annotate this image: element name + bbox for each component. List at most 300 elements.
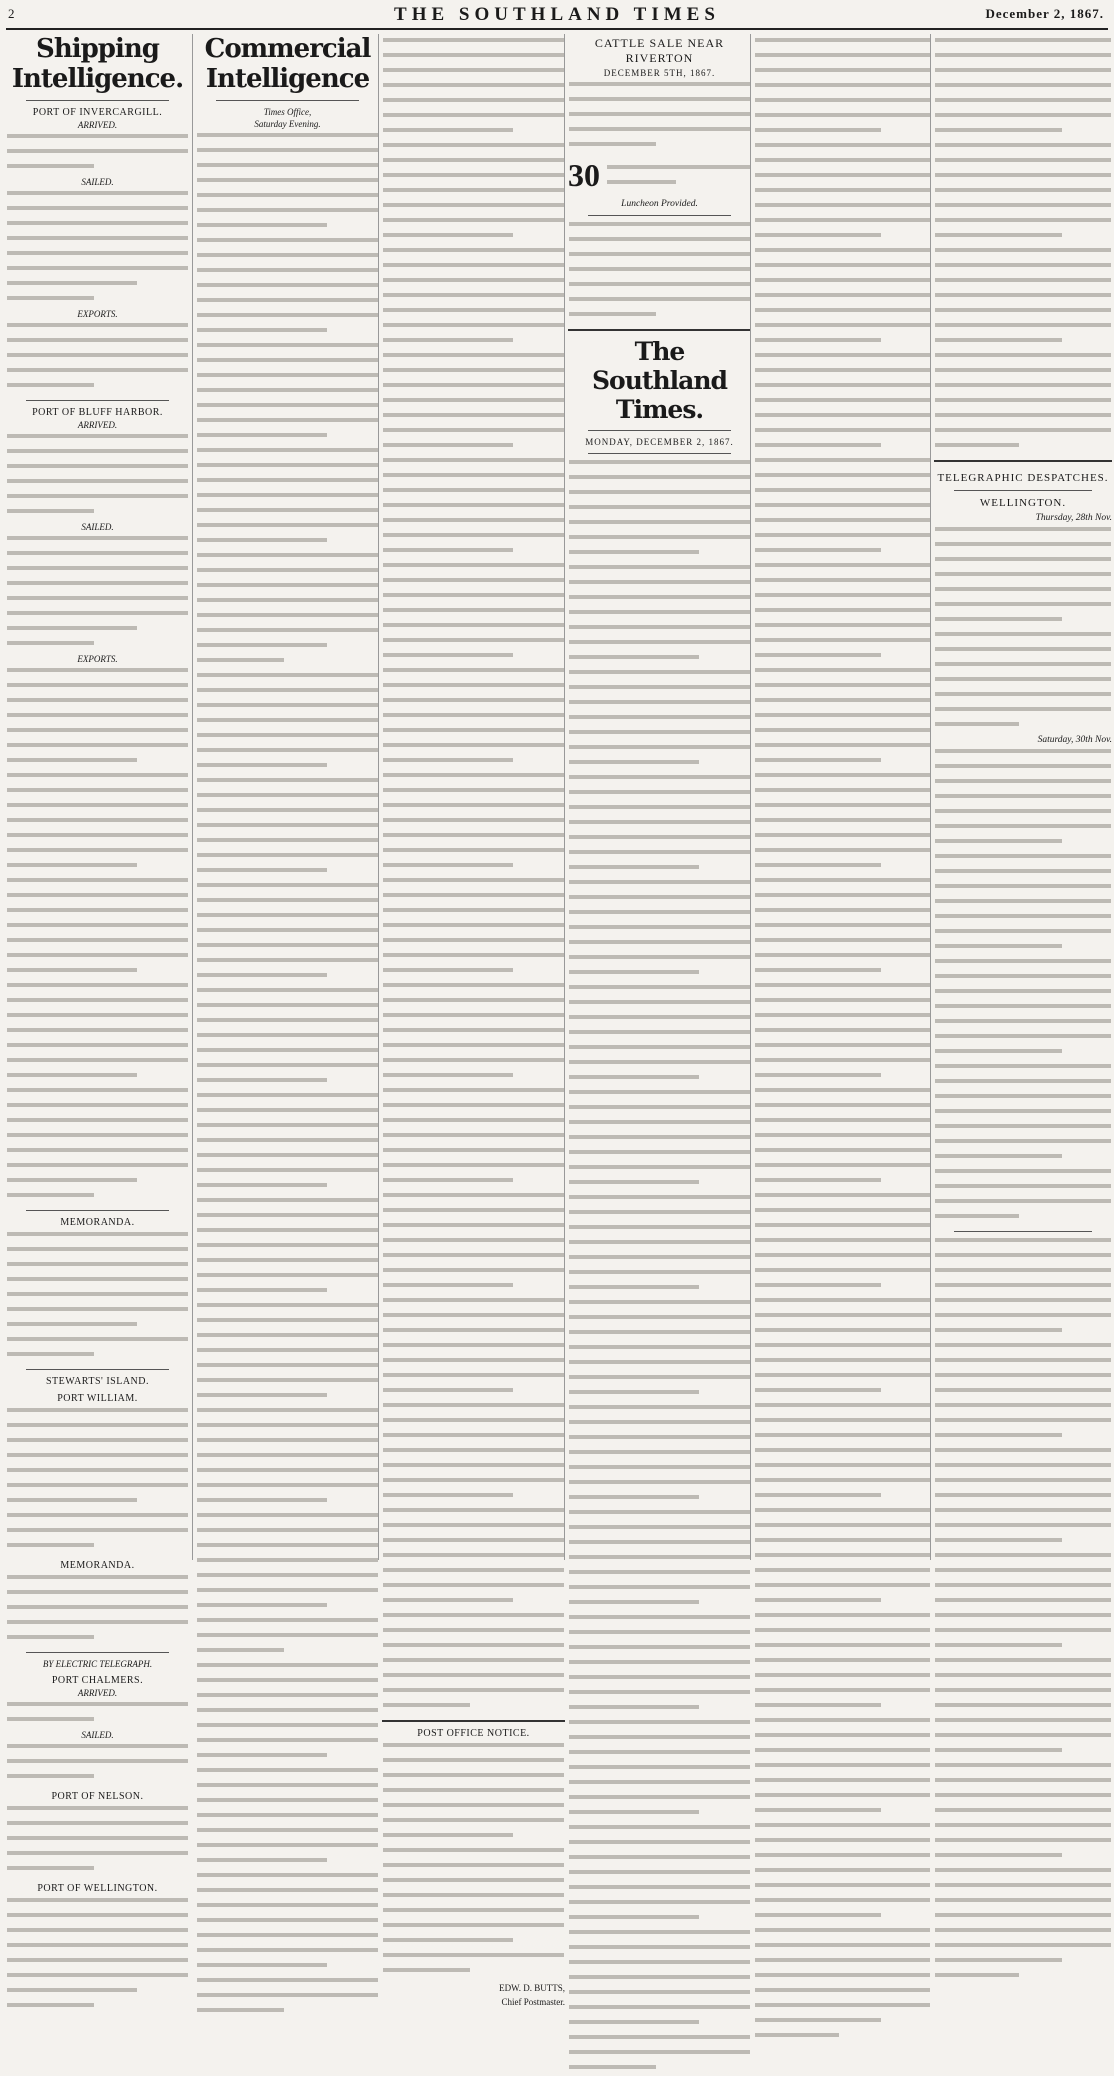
text-line-placeholder [569, 475, 750, 486]
text-line-placeholder [935, 1199, 1111, 1210]
text-line-placeholder [197, 1183, 378, 1194]
text-line-placeholder [935, 617, 1111, 628]
text-line-placeholder [383, 1313, 564, 1324]
text-line-placeholder [569, 1105, 750, 1116]
text-line-placeholder [197, 898, 378, 909]
text-line-placeholder [383, 1193, 564, 1204]
text-line-placeholder [569, 505, 750, 516]
text-line-placeholder [383, 1583, 564, 1594]
text-line-placeholder [935, 929, 1111, 940]
text-placeholder [6, 134, 189, 175]
text-line-placeholder [569, 112, 750, 123]
text-line-placeholder [197, 133, 378, 144]
text-line-placeholder [7, 191, 188, 202]
text-line-placeholder [7, 1928, 188, 1939]
column-commercial [192, 34, 379, 1560]
text-line-placeholder [569, 670, 750, 681]
text-line-placeholder [569, 1030, 750, 1041]
text-line-placeholder [569, 1525, 750, 1536]
text-line-placeholder [935, 794, 1111, 805]
text-placeholder [382, 38, 565, 1714]
text-line-placeholder [755, 68, 930, 79]
text-line-placeholder [755, 2033, 930, 2044]
text-line-placeholder [197, 1843, 378, 1854]
divider [26, 1652, 169, 1653]
text-line-placeholder [7, 863, 188, 874]
text-line-placeholder [755, 383, 930, 394]
text-line-placeholder [935, 1388, 1111, 1399]
text-line-placeholder [935, 1418, 1111, 1429]
text-line-placeholder [755, 1703, 930, 1714]
text-line-placeholder [935, 428, 1111, 439]
text-line-placeholder [569, 790, 750, 801]
text-line-placeholder [935, 1553, 1111, 1564]
text-line-placeholder [197, 1093, 378, 1104]
text-line-placeholder [935, 1868, 1111, 1879]
text-line-placeholder [383, 1788, 564, 1799]
text-line-placeholder [197, 1573, 378, 1584]
text-line-placeholder [755, 1688, 930, 1699]
text-line-placeholder [197, 148, 378, 159]
text-line-placeholder [755, 1403, 930, 1414]
text-line-placeholder [197, 1903, 378, 1914]
text-line-placeholder [755, 1208, 930, 1219]
divider [382, 1720, 565, 1722]
text-line-placeholder [935, 1403, 1111, 1414]
label-exports: EXPORTS. [77, 309, 118, 319]
text-line-placeholder [935, 572, 1111, 583]
text-line-placeholder [935, 203, 1111, 214]
text-line-placeholder [569, 880, 750, 891]
text-line-placeholder [935, 1928, 1111, 1939]
text-line-placeholder [569, 835, 750, 846]
text-line-placeholder [383, 1358, 564, 1369]
text-line-placeholder [935, 1613, 1111, 1624]
text-line-placeholder [569, 655, 750, 666]
text-line-placeholder [755, 608, 930, 619]
text-line-placeholder [383, 1833, 564, 1844]
text-line-placeholder [197, 253, 378, 264]
text-line-placeholder [569, 955, 750, 966]
text-line-placeholder [569, 1690, 750, 1701]
text-line-placeholder [935, 677, 1111, 688]
text-line-placeholder [569, 1765, 750, 1776]
text-line-placeholder [197, 868, 378, 879]
text-line-placeholder [569, 460, 750, 471]
text-line-placeholder [569, 1705, 750, 1716]
text-line-placeholder [7, 713, 188, 724]
text-line-placeholder [197, 1468, 378, 1479]
text-line-placeholder [569, 1060, 750, 1071]
text-line-placeholder [935, 53, 1111, 64]
text-line-placeholder [197, 1933, 378, 1944]
text-line-placeholder [935, 1214, 1111, 1225]
text-line-placeholder [197, 598, 378, 609]
text-line-placeholder [197, 313, 378, 324]
text-line-placeholder [755, 1628, 930, 1639]
text-line-placeholder [935, 1778, 1111, 1789]
text-line-placeholder [7, 1043, 188, 1054]
text-line-placeholder [7, 1423, 188, 1434]
text-line-placeholder [7, 1438, 188, 1449]
text-line-placeholder [935, 1883, 1111, 1894]
text-line-placeholder [935, 1853, 1111, 1864]
text-line-placeholder [935, 1298, 1111, 1309]
text-line-placeholder [197, 1753, 378, 1764]
text-line-placeholder [7, 923, 188, 934]
text-line-placeholder [755, 1343, 930, 1354]
text-line-placeholder [569, 82, 750, 93]
text-line-placeholder [607, 180, 750, 191]
text-line-placeholder [569, 1345, 750, 1356]
text-line-placeholder [935, 1823, 1111, 1834]
text-line-placeholder [755, 1973, 930, 1984]
text-line-placeholder [383, 1328, 564, 1339]
text-line-placeholder [935, 1079, 1111, 1090]
text-line-placeholder [935, 173, 1111, 184]
text-line-placeholder [7, 1958, 188, 1969]
text-line-placeholder [569, 1945, 750, 1956]
text-line-placeholder [383, 1028, 564, 1039]
text-line-placeholder [569, 1120, 750, 1131]
text-line-placeholder [755, 1088, 930, 1099]
text-line-placeholder [569, 1000, 750, 1011]
text-line-placeholder [569, 850, 750, 861]
text-line-placeholder [197, 2008, 378, 2019]
paper-title-text: The Southland Times. [592, 337, 727, 424]
text-line-placeholder [755, 1823, 930, 1834]
text-line-placeholder [197, 1513, 378, 1524]
text-line-placeholder [755, 278, 930, 289]
text-line-placeholder [569, 745, 750, 756]
text-line-placeholder [569, 1495, 750, 1506]
divider [26, 100, 169, 101]
text-line-placeholder [755, 1148, 930, 1159]
text-line-placeholder [935, 1064, 1111, 1075]
text-line-placeholder [197, 208, 378, 219]
text-line-placeholder [935, 413, 1111, 424]
text-line-placeholder [197, 958, 378, 969]
text-line-placeholder [569, 625, 750, 636]
text-line-placeholder [197, 1078, 378, 1089]
text-line-placeholder [569, 2065, 750, 2076]
text-line-placeholder [755, 2018, 930, 2029]
text-line-placeholder [197, 1858, 378, 1869]
text-line-placeholder [569, 730, 750, 741]
text-line-placeholder [569, 1300, 750, 1311]
text-line-placeholder [383, 788, 564, 799]
text-line-placeholder [755, 1988, 930, 1999]
text-line-placeholder [7, 1744, 188, 1755]
text-line-placeholder [7, 1352, 188, 1363]
text-line-placeholder [935, 1004, 1111, 1015]
text-line-placeholder [569, 1285, 750, 1296]
text-line-placeholder [197, 1288, 378, 1299]
text-placeholder [754, 38, 931, 2044]
text-line-placeholder [197, 1393, 378, 1404]
text-line-placeholder [197, 913, 378, 924]
text-line-placeholder [755, 968, 930, 979]
text-line-placeholder [569, 2050, 750, 2061]
text-line-placeholder [755, 878, 930, 889]
text-line-placeholder [755, 1478, 930, 1489]
postmaster-title: Chief Postmaster. [501, 1997, 565, 2007]
text-line-placeholder [755, 1898, 930, 1909]
divider [588, 430, 731, 431]
text-line-placeholder [7, 338, 188, 349]
text-line-placeholder [197, 523, 378, 534]
text-line-placeholder [383, 1758, 564, 1769]
text-line-placeholder [935, 647, 1111, 658]
text-placeholder [934, 749, 1112, 1225]
text-line-placeholder [197, 1618, 378, 1629]
text-line-placeholder [197, 943, 378, 954]
text-line-placeholder [197, 1138, 378, 1149]
text-line-placeholder [569, 1870, 750, 1881]
text-line-placeholder [569, 595, 750, 606]
text-line-placeholder [935, 1598, 1111, 1609]
text-line-placeholder [755, 1598, 930, 1609]
text-line-placeholder [383, 413, 564, 424]
text-line-placeholder [935, 338, 1111, 349]
text-line-placeholder [383, 1118, 564, 1129]
wellington-heading: WELLINGTON. [979, 497, 1067, 509]
text-placeholder [6, 1575, 189, 1646]
text-line-placeholder [755, 1043, 930, 1054]
text-line-placeholder [7, 281, 188, 292]
text-line-placeholder [197, 1813, 378, 1824]
text-line-placeholder [755, 1328, 930, 1339]
text-line-placeholder [569, 1435, 750, 1446]
text-line-placeholder [755, 728, 930, 739]
text-line-placeholder [383, 488, 564, 499]
text-line-placeholder [569, 1135, 750, 1146]
text-line-placeholder [197, 808, 378, 819]
text-line-placeholder [197, 1333, 378, 1344]
telegraphic-heading: TELEGRAPHIC DESPATCHES. [937, 472, 1109, 484]
text-line-placeholder [935, 263, 1111, 274]
text-placeholder [606, 161, 751, 191]
text-line-placeholder [935, 1538, 1111, 1549]
text-line-placeholder [383, 803, 564, 814]
text-line-placeholder [755, 323, 930, 334]
text-line-placeholder [935, 1658, 1111, 1669]
text-line-placeholder [383, 53, 564, 64]
text-line-placeholder [569, 520, 750, 531]
text-line-placeholder [755, 398, 930, 409]
text-line-placeholder [755, 563, 930, 574]
text-line-placeholder [755, 1658, 930, 1669]
text-line-placeholder [7, 164, 188, 175]
text-line-placeholder [935, 68, 1111, 79]
text-line-placeholder [7, 1292, 188, 1303]
text-line-placeholder [197, 1783, 378, 1794]
text-line-placeholder [197, 553, 378, 564]
text-line-placeholder [7, 848, 188, 859]
text-line-placeholder [7, 1866, 188, 1877]
text-line-placeholder [197, 1033, 378, 1044]
text-line-placeholder [383, 1968, 564, 1979]
text-line-placeholder [935, 587, 1111, 598]
text-line-placeholder [7, 296, 188, 307]
text-line-placeholder [7, 878, 188, 889]
text-line-placeholder [197, 1348, 378, 1359]
port-heading: PORT CHALMERS. [51, 1675, 144, 1686]
text-line-placeholder [569, 1330, 750, 1341]
text-line-placeholder [755, 953, 930, 964]
text-line-placeholder [935, 233, 1111, 244]
text-line-placeholder [197, 793, 378, 804]
text-line-placeholder [569, 1165, 750, 1176]
text-line-placeholder [755, 128, 930, 139]
text-line-placeholder [755, 503, 930, 514]
text-line-placeholder [935, 1124, 1111, 1135]
text-line-placeholder [383, 983, 564, 994]
text-line-placeholder [7, 968, 188, 979]
text-line-placeholder [755, 1253, 930, 1264]
text-line-placeholder [197, 1798, 378, 1809]
text-line-placeholder [935, 542, 1111, 553]
text-line-placeholder [569, 1225, 750, 1236]
text-line-placeholder [755, 1508, 930, 1519]
text-line-placeholder [7, 893, 188, 904]
text-line-placeholder [935, 38, 1111, 49]
text-line-placeholder [569, 127, 750, 138]
text-line-placeholder [7, 449, 188, 460]
text-line-placeholder [7, 596, 188, 607]
text-line-placeholder [383, 1073, 564, 1084]
text-line-placeholder [197, 1018, 378, 1029]
text-line-placeholder [383, 893, 564, 904]
text-line-placeholder [383, 218, 564, 229]
text-line-placeholder [755, 428, 930, 439]
dateline-saturday: Saturday, 30th Nov. [1037, 735, 1112, 745]
text-line-placeholder [935, 1763, 1111, 1774]
text-line-placeholder [755, 983, 930, 994]
text-line-placeholder [7, 1973, 188, 1984]
text-line-placeholder [755, 2003, 930, 2014]
text-line-placeholder [935, 1523, 1111, 1534]
text-line-placeholder [569, 1210, 750, 1221]
text-line-placeholder [7, 683, 188, 694]
post-office-heading: POST OFFICE NOTICE. [417, 1728, 530, 1739]
text-line-placeholder [383, 698, 564, 709]
text-line-placeholder [935, 1913, 1111, 1924]
text-line-placeholder [569, 297, 750, 308]
text-line-placeholder [569, 970, 750, 981]
text-line-placeholder [197, 1948, 378, 1959]
text-line-placeholder [197, 733, 378, 744]
text-line-placeholder [935, 368, 1111, 379]
text-line-placeholder [7, 611, 188, 622]
text-line-placeholder [383, 1613, 564, 1624]
text-line-placeholder [935, 632, 1111, 643]
text-line-placeholder [935, 113, 1111, 124]
text-line-placeholder [383, 1878, 564, 1889]
text-line-placeholder [569, 267, 750, 278]
column-shipping [6, 34, 189, 1894]
text-line-placeholder [383, 1743, 564, 1754]
commercial-banner: Commercial Intelligence [204, 34, 371, 94]
text-line-placeholder [7, 1759, 188, 1770]
text-line-placeholder [569, 312, 750, 323]
text-line-placeholder [383, 1553, 564, 1564]
text-line-placeholder [569, 142, 750, 153]
text-line-placeholder [383, 608, 564, 619]
text-line-placeholder [7, 833, 188, 844]
text-line-placeholder [7, 1073, 188, 1084]
text-line-placeholder [935, 1673, 1111, 1684]
text-line-placeholder [383, 428, 564, 439]
text-line-placeholder [197, 1963, 378, 1974]
text-line-placeholder [755, 1958, 930, 1969]
text-line-placeholder [383, 1908, 564, 1919]
text-line-placeholder [197, 1213, 378, 1224]
text-line-placeholder [7, 1575, 188, 1586]
text-line-placeholder [755, 1313, 930, 1324]
text-placeholder [934, 1238, 1112, 1984]
text-line-placeholder [569, 1795, 750, 1806]
text-line-placeholder [755, 1583, 930, 1594]
text-line-placeholder [7, 221, 188, 232]
text-line-placeholder [383, 443, 564, 454]
text-line-placeholder [197, 703, 378, 714]
text-line-placeholder [383, 638, 564, 649]
text-line-placeholder [935, 1958, 1111, 1969]
text-line-placeholder [7, 1103, 188, 1114]
divider [216, 100, 359, 101]
text-line-placeholder [935, 1094, 1111, 1105]
text-line-placeholder [569, 490, 750, 501]
text-line-placeholder [197, 493, 378, 504]
text-line-placeholder [935, 323, 1111, 334]
port-heading: PORT OF WELLINGTON. [37, 1883, 158, 1894]
text-line-placeholder [383, 1433, 564, 1444]
text-line-placeholder [569, 1645, 750, 1656]
text-line-placeholder [569, 1075, 750, 1086]
text-line-placeholder [197, 883, 378, 894]
text-line-placeholder [7, 1178, 188, 1189]
text-line-placeholder [7, 479, 188, 490]
port-heading: PORT OF NELSON. [51, 1791, 144, 1802]
text-line-placeholder [197, 1168, 378, 1179]
text-line-placeholder [935, 1433, 1111, 1444]
text-line-placeholder [197, 1993, 378, 2004]
text-line-placeholder [197, 1873, 378, 1884]
header-rule [6, 28, 1108, 30]
text-line-placeholder [383, 68, 564, 79]
text-line-placeholder [197, 823, 378, 834]
text-line-placeholder [7, 1898, 188, 1909]
telegraph-banner: BY ELECTRIC TELEGRAPH. [42, 1659, 153, 1669]
text-line-placeholder [7, 1774, 188, 1785]
text-line-placeholder [569, 1195, 750, 1206]
text-line-placeholder [197, 1528, 378, 1539]
text-line-placeholder [197, 1423, 378, 1434]
text-line-placeholder [569, 1150, 750, 1161]
text-line-placeholder [7, 728, 188, 739]
text-line-placeholder [755, 53, 930, 64]
text-line-placeholder [755, 593, 930, 604]
text-line-placeholder [383, 398, 564, 409]
text-line-placeholder [7, 1322, 188, 1333]
text-line-placeholder [935, 824, 1111, 835]
text-line-placeholder [383, 173, 564, 184]
text-line-placeholder [197, 1483, 378, 1494]
text-line-placeholder [935, 722, 1111, 733]
text-line-placeholder [755, 863, 930, 874]
text-line-placeholder [755, 1913, 930, 1924]
